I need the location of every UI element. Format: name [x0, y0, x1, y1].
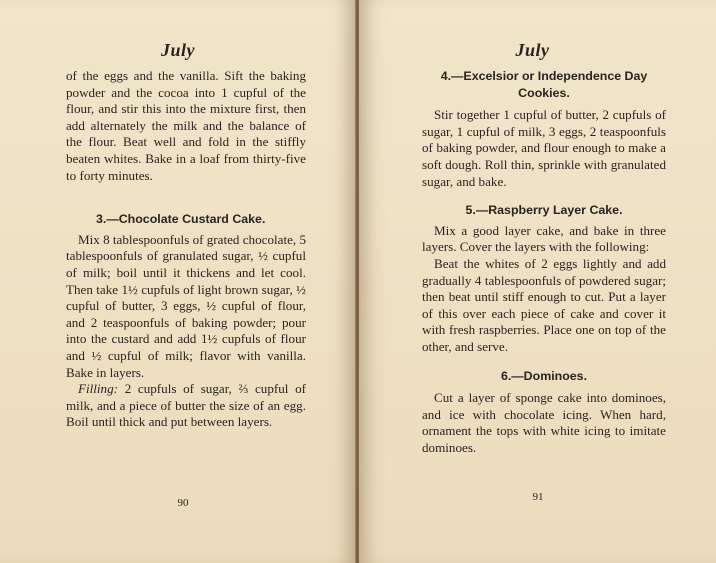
right-page — [359, 0, 716, 563]
left-page — [0, 0, 356, 563]
recipe-title: 3.—Chocolate Custard Cake. — [96, 212, 266, 227]
recipe-body: Cut a layer of sponge cake into dominoes, and ice with chocolate icing. When hard, ornament the tops with white icing to imitate dominoes. — [422, 390, 666, 455]
left-page-text — [66, 68, 306, 431]
recipe-body: Beat the whites of 2 eggs lightly and add gradually 4 tablespoonfuls of powdered sugar; then beat until stiff enough to cut. Put a layer of this over each piece of cake and cover it with fresh raspberries. Place one on top of the other, and serve. — [422, 255, 666, 354]
running-head-left: July — [160, 40, 195, 60]
recipe-title: 4.—Excelsior or Independence Day Cookies. — [440, 69, 648, 100]
filling-text: 2 cupfuls of sugar, ⅔ cupful of milk, and a piece of butter the size of an egg. Boil until thick and put between layers. — [66, 381, 306, 430]
page-number-right: 91 — [532, 491, 544, 503]
filling-label: Filling: — [78, 381, 119, 397]
recipe-body: Mix a good layer cake, and bake in three layers. Cover the layers with the following: — [422, 222, 666, 255]
recipe-title: 5.—Raspberry Layer Cake. — [465, 203, 623, 218]
right-page-text — [422, 68, 666, 456]
recipe-body: Mix 8 tablespoonfuls of grated chocolate, 5 tablespoonfuls of granulated sugar, ½ cupful of milk; boil until it thickens and let cool. Then take 1½ cupfuls of light brown sugar, ½ cupful of butter, 3 eggs, ½ cupful of flour, and 2 teaspoonfuls of baking powder; pour into the custard and add 1½ cupfuls of flour and ½ cupful of milk; flavor with vanilla. Bake in layers. — [66, 231, 306, 380]
recipe-title: 6.—Dominoes. — [500, 368, 588, 383]
page-number-left: 90 — [177, 497, 189, 509]
running-head-right: July — [515, 40, 550, 60]
filling-paragraph — [66, 381, 306, 431]
recipe-body: Stir together 1 cupful of butter, 2 cupfuls of sugar, 1 cupful of milk, 3 eggs, 2 teaspoonfuls of baking powder, and flour enough to make a soft dough. Roll thin, sprinkle with granulated sugar, and bake. — [422, 107, 666, 189]
continued-paragraph: of the eggs and the vanilla. Sift the baking powder and the cocoa into 1 cupful of the flour, and stir this into the mixture first, then add alternately the milk and the balance of the flour. Beat well and fold in the stiffly beaten whites. Bake in a loaf from thirty-five to forty minutes. — [66, 68, 306, 183]
